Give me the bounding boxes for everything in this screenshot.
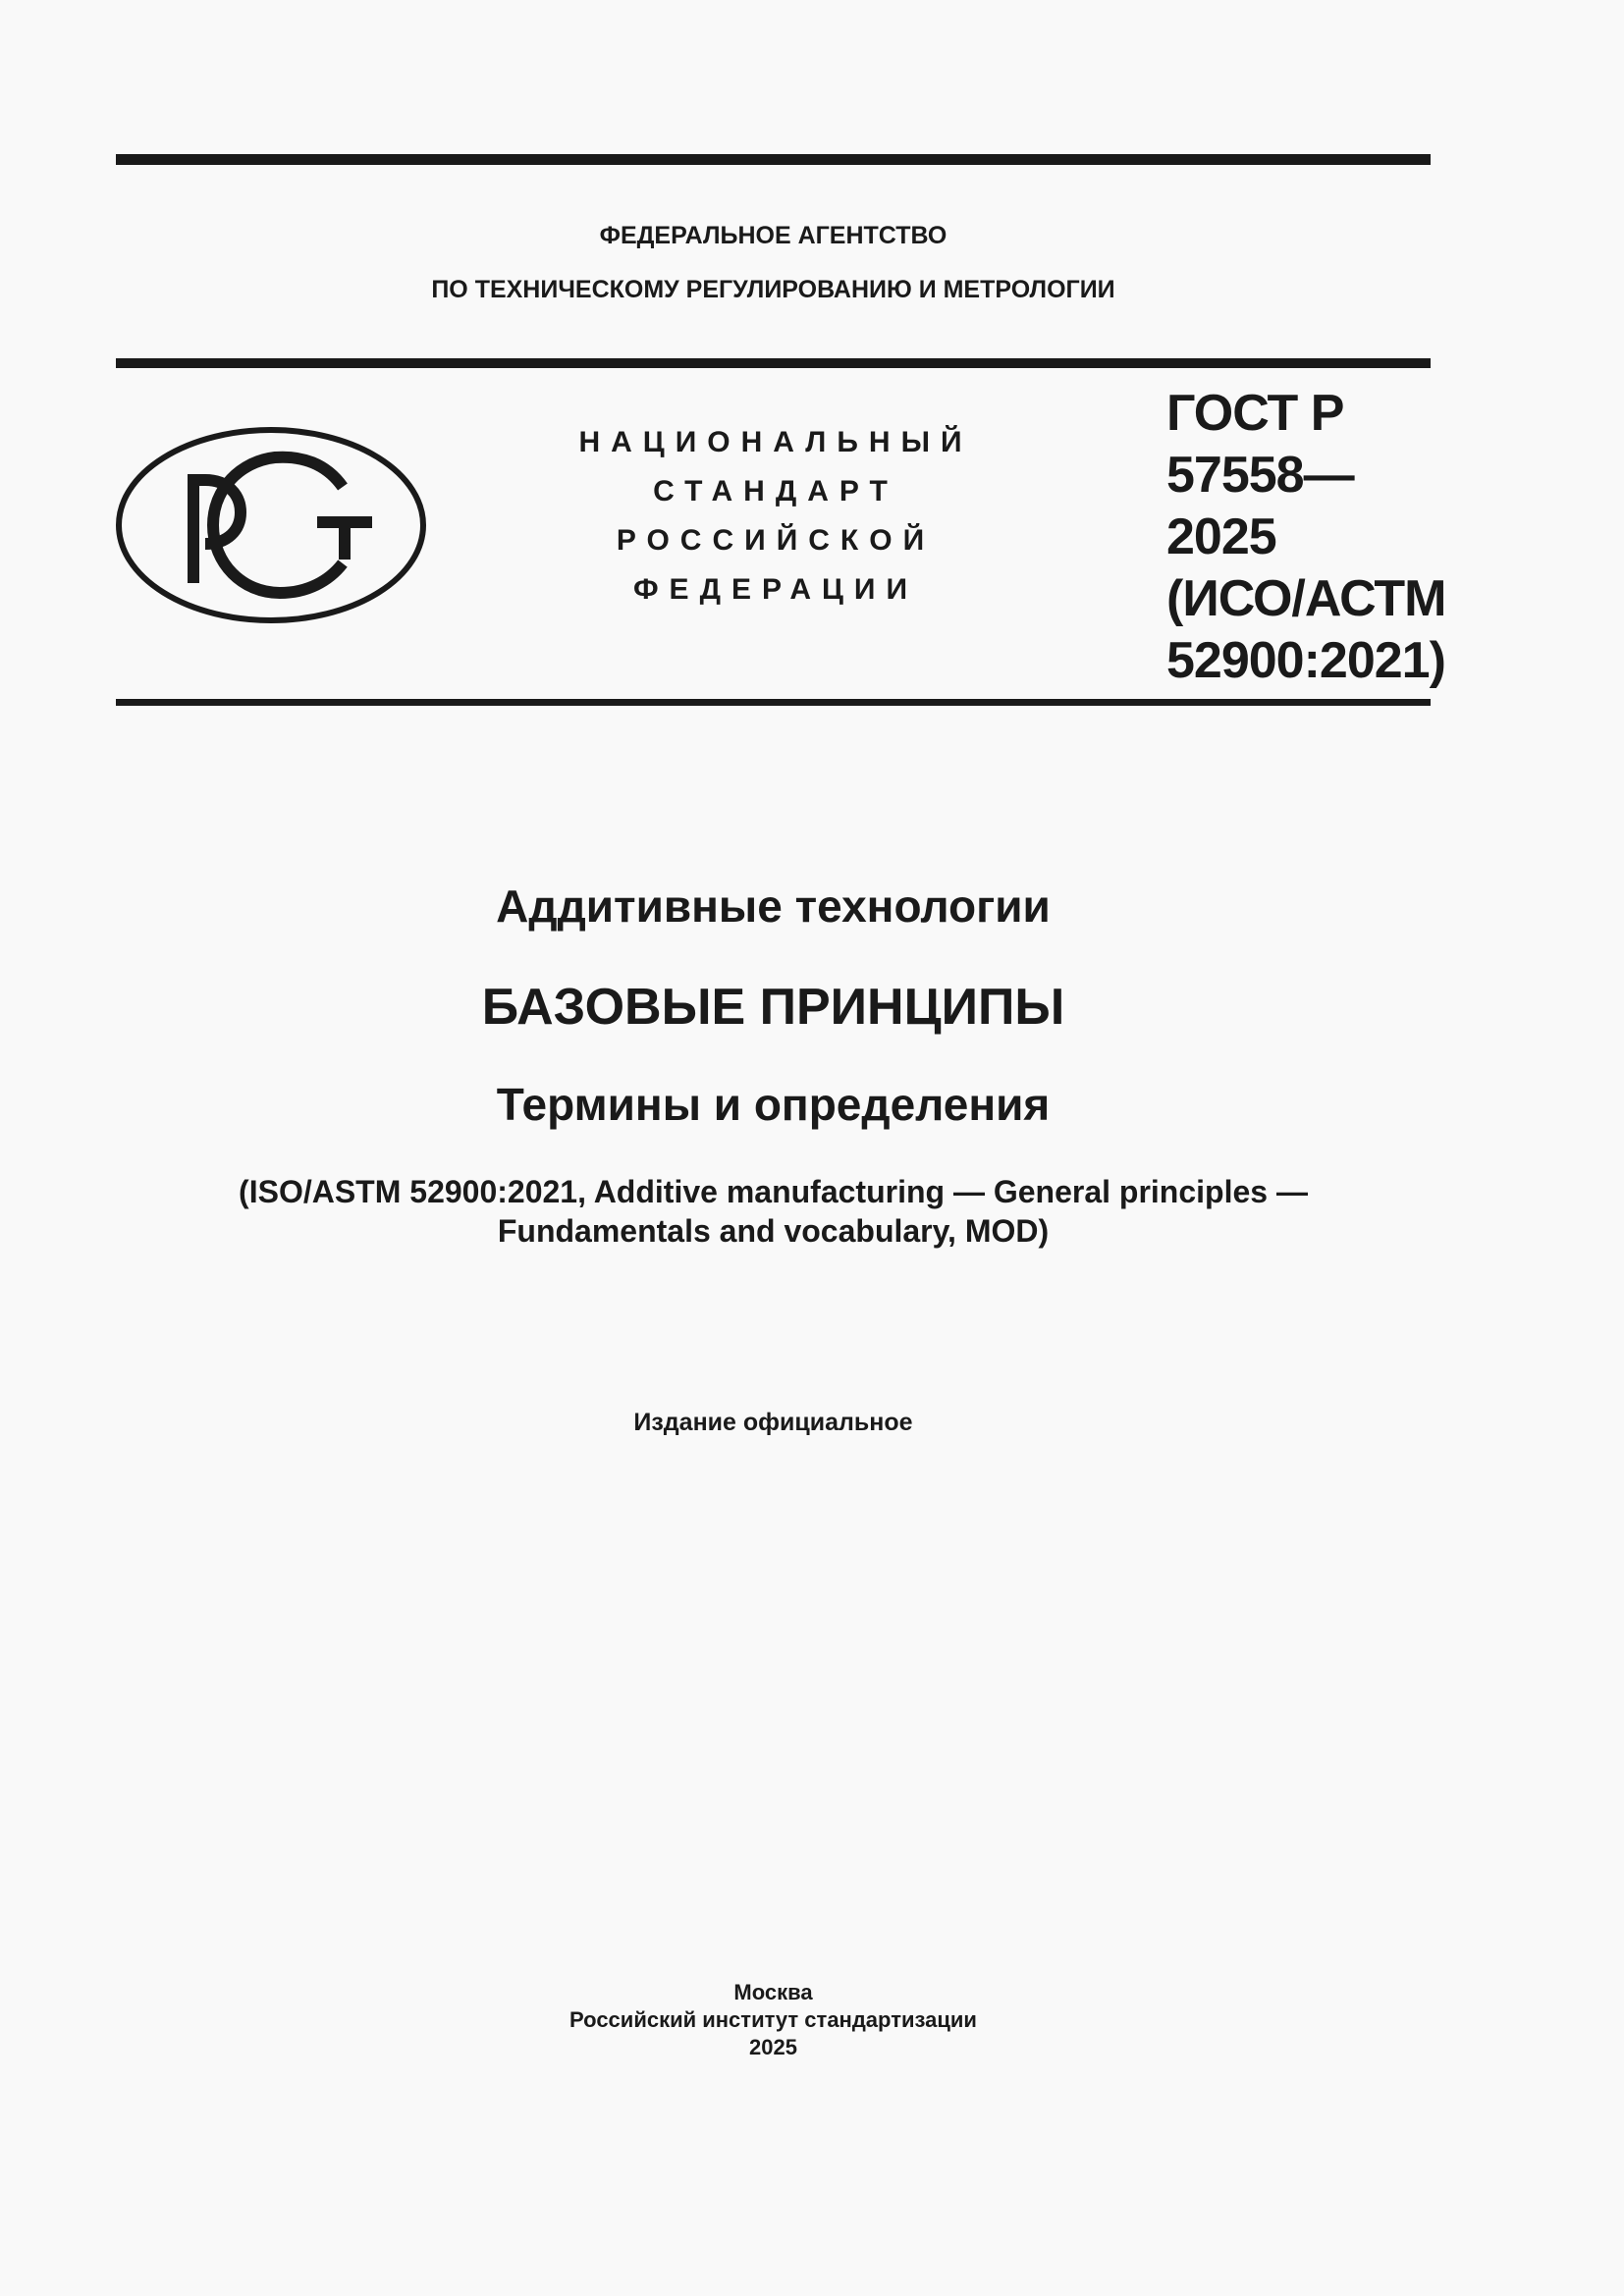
national-standard-line-3: РОССИЙСКОЙ [616, 524, 936, 557]
standard-number-line-5: 52900:2021) [1166, 632, 1445, 689]
standard-number-line-3: 2025 [1166, 508, 1276, 565]
document-title-subtitle: Термины и определения [496, 1079, 1051, 1130]
national-standard-line-2: СТАНДАРТ [653, 475, 898, 507]
national-standard-line-1: НАЦИОНАЛЬНЫЙ [578, 426, 973, 458]
standard-number [1166, 383, 1446, 692]
official-edition-label: Издание официальное [633, 1409, 913, 1436]
standard-number-line-1: ГОСТ Р [1166, 385, 1344, 442]
imprint-city: Москва [733, 1980, 813, 2004]
international-reference-line-1: (ISO/ASTM 52900:2021, Additive manufacturing — General principles — [239, 1174, 1308, 1209]
national-standard-line-4: ФЕДЕРАЦИИ [632, 573, 919, 606]
middle-rule [116, 358, 1431, 368]
agency-name-line-1: ФЕДЕРАЛЬНОЕ АГЕНТСТВО [599, 222, 947, 249]
standard-number-line-4: (ИСО/АСТМ [1166, 570, 1446, 627]
document-title-subject: Аддитивные технологии [496, 881, 1051, 932]
imprint-publisher: Российский институт стандартизации [569, 2007, 977, 2032]
standard-number-line-2: 57558— [1166, 447, 1354, 504]
imprint-year: 2025 [749, 2035, 797, 2059]
international-reference-line-2: Fundamentals and vocabulary, MOD) [497, 1213, 1050, 1249]
document-title-main: БАЗОВЫЕ ПРИНЦИПЫ [481, 979, 1065, 1036]
rst-logo-icon [115, 426, 427, 624]
bottom-rule [116, 699, 1431, 706]
agency-name-line-2: ПО ТЕХНИЧЕСКОМУ РЕГУЛИРОВАНИЮ И МЕТРОЛОГИИ [431, 276, 1115, 303]
top-rule [116, 154, 1431, 165]
